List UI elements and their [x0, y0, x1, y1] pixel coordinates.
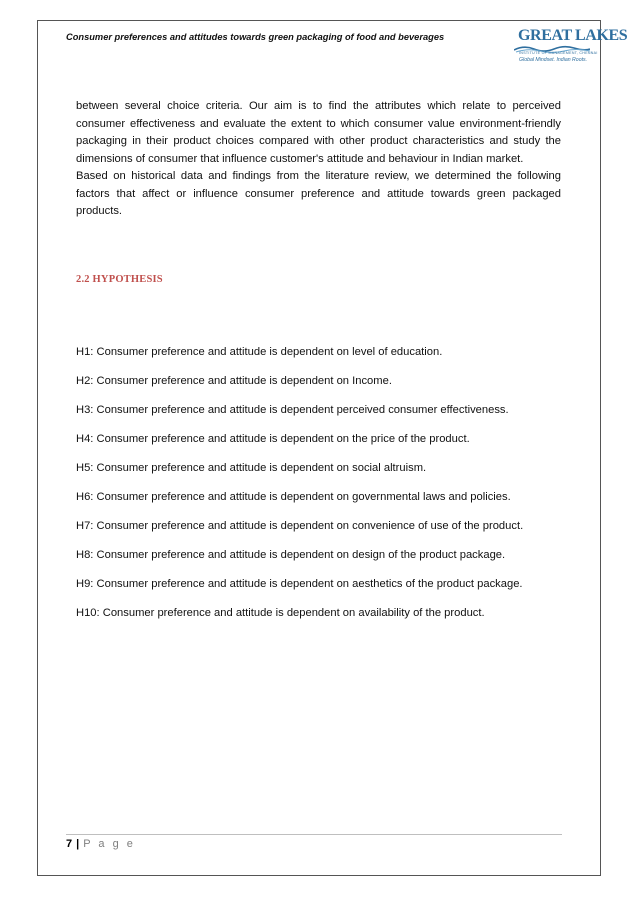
page-footer — [66, 838, 135, 850]
footer-separator: | — [76, 838, 80, 850]
hypothesis-h8: H8: Consumer preference and attitude is dependent on design of the product package. — [76, 549, 506, 561]
hypothesis-h4: H4: Consumer preference and attitude is dependent on the price of the product. — [76, 433, 470, 445]
logo-wordmark: GREAT LAKES — [518, 27, 628, 44]
body-paragraph-1: between several choice criteria. Our aim is to find the attributes which relate to perceived consumer effectiveness and evaluate the extent to which consumer value environment-friendly packaging in their product choices compared with other product characteristics and study the dimensions of consumer that influence customer's attitude and behaviour in Indian market. — [76, 100, 561, 165]
hypothesis-h5: H5: Consumer preference and attitude is dependent on social altruism. — [76, 462, 427, 474]
running-header: Consumer preferences and attitudes towards green packaging of food and beverages — [66, 32, 445, 42]
hypothesis-h2: H2: Consumer preference and attitude is dependent on Income. — [76, 375, 392, 387]
logo-institute: INSTITUTE OF MANAGEMENT, CHENNAI — [519, 51, 598, 55]
footer-divider — [66, 834, 562, 835]
page-number: 7 — [66, 838, 73, 850]
page-label: P a g e — [83, 838, 136, 850]
body-paragraph-2: Based on historical data and findings from the literature review, we determined the following factors that affect or influence consumer preference and attitude towards green packaged products. — [76, 170, 561, 218]
hypothesis-list — [76, 344, 523, 634]
great-lakes-logo — [514, 26, 628, 66]
hypothesis-h7: H7: Consumer preference and attitude is dependent on convenience of use of the product. — [76, 520, 524, 532]
hypothesis-h9: H9: Consumer preference and attitude is dependent on aesthetics of the product package. — [76, 578, 523, 590]
logo-tagline: Global Mindset. Indian Roots. — [519, 57, 588, 63]
hypothesis-h6: H6: Consumer preference and attitude is dependent on governmental laws and policies. — [76, 491, 511, 503]
hypothesis-h1: H1: Consumer preference and attitude is dependent on level of education. — [76, 346, 443, 358]
section-heading: 2.2 HYPOTHESIS — [76, 274, 163, 285]
hypothesis-h10: H10: Consumer preference and attitude is dependent on availability of the product. — [76, 607, 485, 619]
hypothesis-h3: H3: Consumer preference and attitude is dependent perceived consumer effectiveness. — [76, 404, 509, 416]
